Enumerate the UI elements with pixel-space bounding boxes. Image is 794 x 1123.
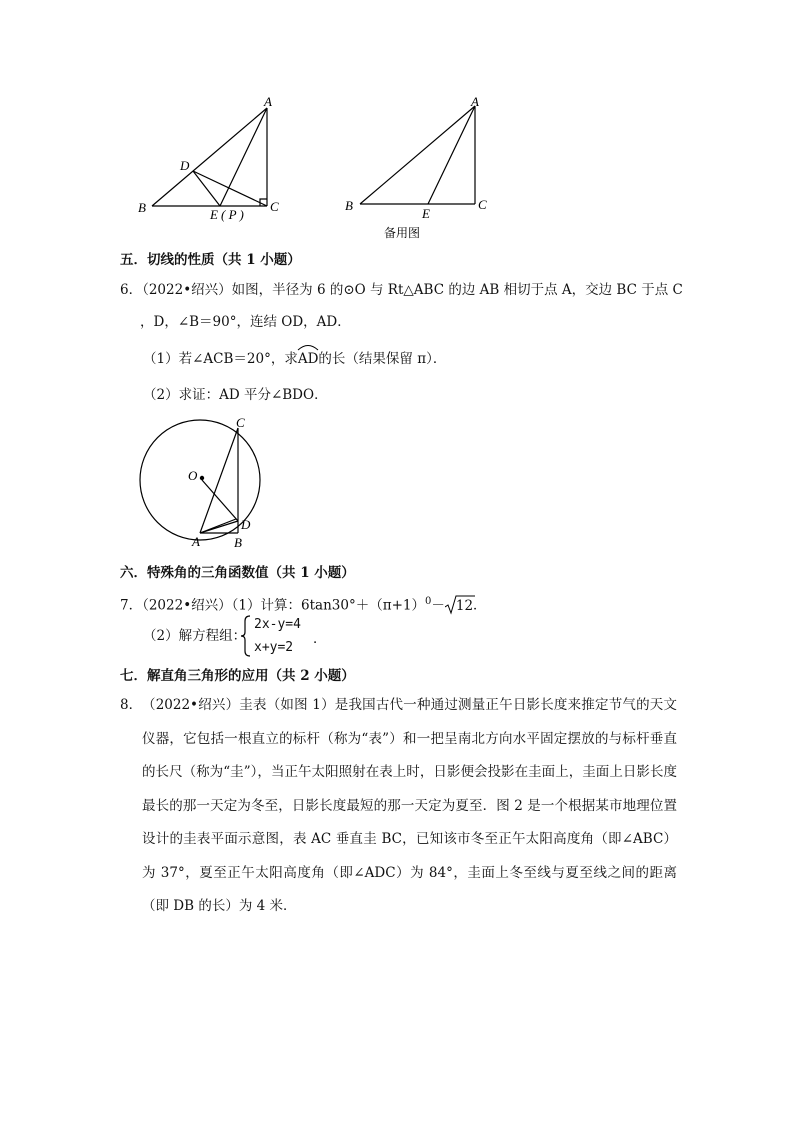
segment-AB (360, 106, 475, 204)
label-P: ( P ) (221, 207, 244, 222)
figure-1 (130, 92, 290, 222)
q8-text: （2022•绍兴）圭表（如图 1）是我国古代一种通过测量正午日影长度来推定节气的天文仪器，它包括一根直立的标杆（称为“表”）和一把呈南北方向水平固定摆放的与标杆垂直的长尺（称为“圭”），当正午太阳照射在表上时，日影便会投影在圭面上，圭面上日影长度最长的那一天定为冬至，日影长度最短的那一天定为夏至．图 2 是一个根据某市地理位置设计的圭表平面示意图，表 AC 垂直圭 BC，已知该市冬至正午太阳高度角（即∠ABC）为 37°，夏至正午太阳高度角（即∠ADC）为 84°，圭面上冬至线与夏至线之间的距离（即 DB 的长）为 4 米． (142, 697, 677, 914)
figure-3 (130, 412, 270, 552)
segment-AC (200, 428, 238, 533)
segment-OD (202, 480, 238, 521)
segment-AD-2 (200, 519, 236, 533)
q8-number: 8． (120, 697, 143, 713)
label-A: A (192, 534, 200, 549)
q7-part2-end: ． (313, 631, 327, 647)
label-E: E (210, 207, 218, 222)
q7-line-1: 7．（2022•绍兴）（1）计算：$6\tan 30^\circ+(\pi+1)^0-$ 12． (120, 596, 487, 614)
label-C: C (270, 199, 279, 214)
label-D: D (241, 517, 251, 532)
q7-source: （2022•绍兴） (142, 597, 232, 614)
q7-radicand: 12 (455, 597, 474, 614)
q6-part1-post: 的长（结果保留 π）． (318, 351, 447, 367)
q6-stem-1: 如图，半径为 6 的⊙O 与 Rt△ABC 的边 AB 相切于点 A，交边 BC 于点 C (231, 282, 683, 298)
segment-AE (220, 108, 267, 206)
q7-minus: － (431, 597, 445, 614)
label-B: B (138, 200, 146, 215)
q7-number: 7． (120, 597, 143, 614)
figure-caption: 备用图 (384, 226, 421, 240)
q7-exponent: 0 (424, 596, 432, 607)
label-A: A (264, 94, 272, 109)
label-B: B (345, 198, 353, 213)
segment-DE (193, 171, 220, 206)
q6-part-1 (143, 349, 446, 369)
label-C: C (478, 197, 487, 212)
q6-part1-pre: （1）若∠ACB＝20°，求 (143, 351, 298, 367)
label-E: E (422, 206, 430, 221)
label-C: C (236, 415, 245, 430)
section-5-title: 五．切线的性质（共 1 小题） (120, 252, 301, 268)
label-A: A (471, 94, 479, 109)
label-O: O (188, 468, 198, 483)
label-B: B (234, 535, 242, 550)
q7-part1-pre: （1）计算：6tan30°＋（π+1） (231, 597, 425, 614)
sqrt-symbol (445, 596, 473, 616)
segment-AB (152, 108, 267, 206)
segment-DC (193, 171, 267, 206)
q8-block (120, 689, 678, 924)
center-point-O (200, 476, 204, 480)
q6-source: （2022•绍兴） (142, 282, 232, 298)
brace-icon (240, 615, 252, 657)
q6-line-2: ，D，∠B＝90°，连结 OD，AD． (140, 314, 351, 330)
section-7-title: 七．解直角三角形的应用（共 2 小题） (120, 668, 355, 684)
q6-line-1 (120, 280, 683, 300)
q7-part-2 (143, 626, 246, 646)
q6-part-2: （2）求证：AD 平分∠BDO． (143, 387, 328, 403)
q7-equation-2: x+y=2 (254, 640, 294, 655)
q6-number: 6． (120, 282, 143, 298)
q7-part2-pre: （2）解方程组： (143, 628, 247, 644)
segment-AE (428, 106, 475, 204)
figure-2 (340, 92, 500, 242)
arc-AD: AD (298, 349, 319, 369)
label-D: D (180, 158, 190, 173)
q7-equation-1: 2x-y=4 (254, 617, 301, 632)
section-6-title: 六．特殊角的三角函数值（共 1 小题） (120, 565, 355, 581)
